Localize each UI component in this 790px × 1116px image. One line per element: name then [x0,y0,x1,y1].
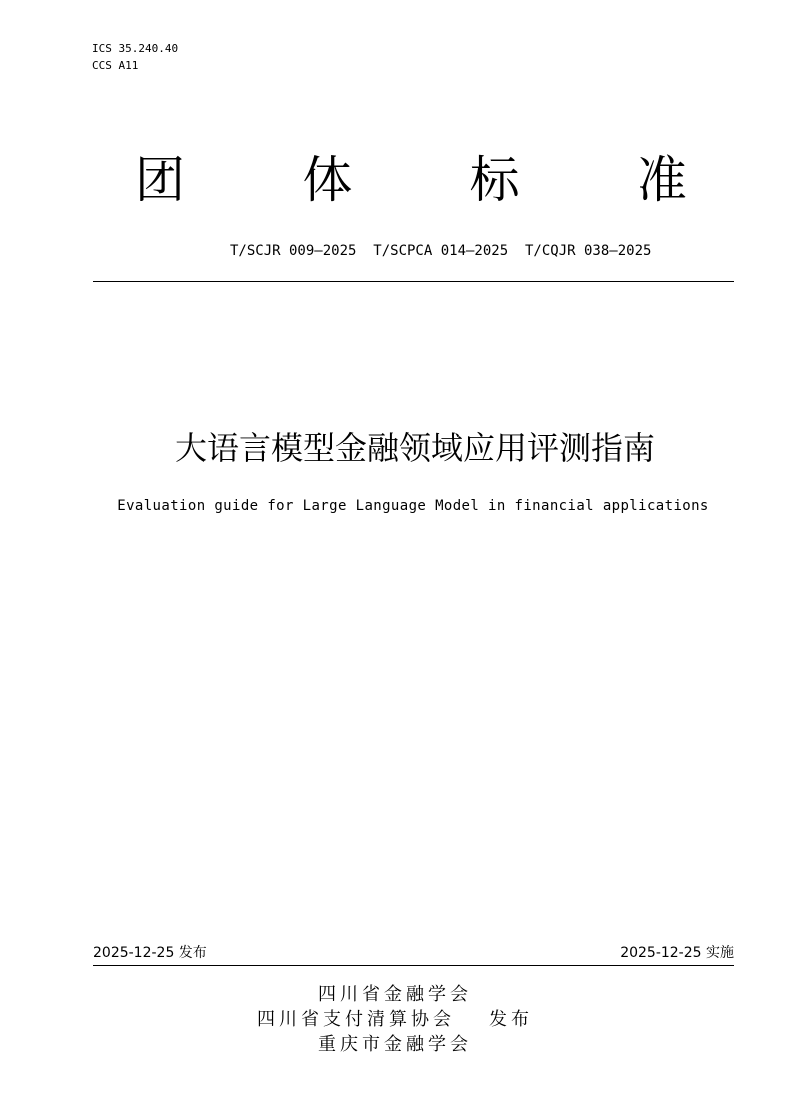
standard-type-char-2: 体 [302,151,353,209]
issuer-1: 四川省金融学会 [318,984,472,1005]
standard-type-char-4: 准 [636,151,687,209]
issuer-3: 重庆市金融学会 [318,1034,472,1055]
implement-date: 2025-12-25 实施 [620,945,734,961]
standard-type-heading [92,150,692,210]
top-divider [93,281,734,282]
document-title-cn: 大语言模型金融领域应用评测指南 [174,429,655,467]
issuer-2-row [0,1007,790,1032]
standard-codes: T/SCJR 009—2025 T/SCPCA 014—2025 T/CQJR 038—2025 [230,243,652,259]
issuer-2: 四川省支付清算协会 [257,1009,455,1030]
standard-type-char-3: 标 [469,151,520,209]
standard-type-char-1: 团 [135,151,185,209]
ccs-code: CCS A11 [92,59,139,72]
bottom-divider [93,965,734,966]
ics-code: ICS 35.240.40 [92,42,179,55]
publish-label: 发布 [489,1009,533,1030]
issuing-organizations [0,982,790,1057]
document-title-en: Evaluation guide for Large Language Model in financial applications [117,498,709,514]
classification-codes [92,40,178,74]
publish-date: 2025-12-25 发布 [93,945,207,961]
